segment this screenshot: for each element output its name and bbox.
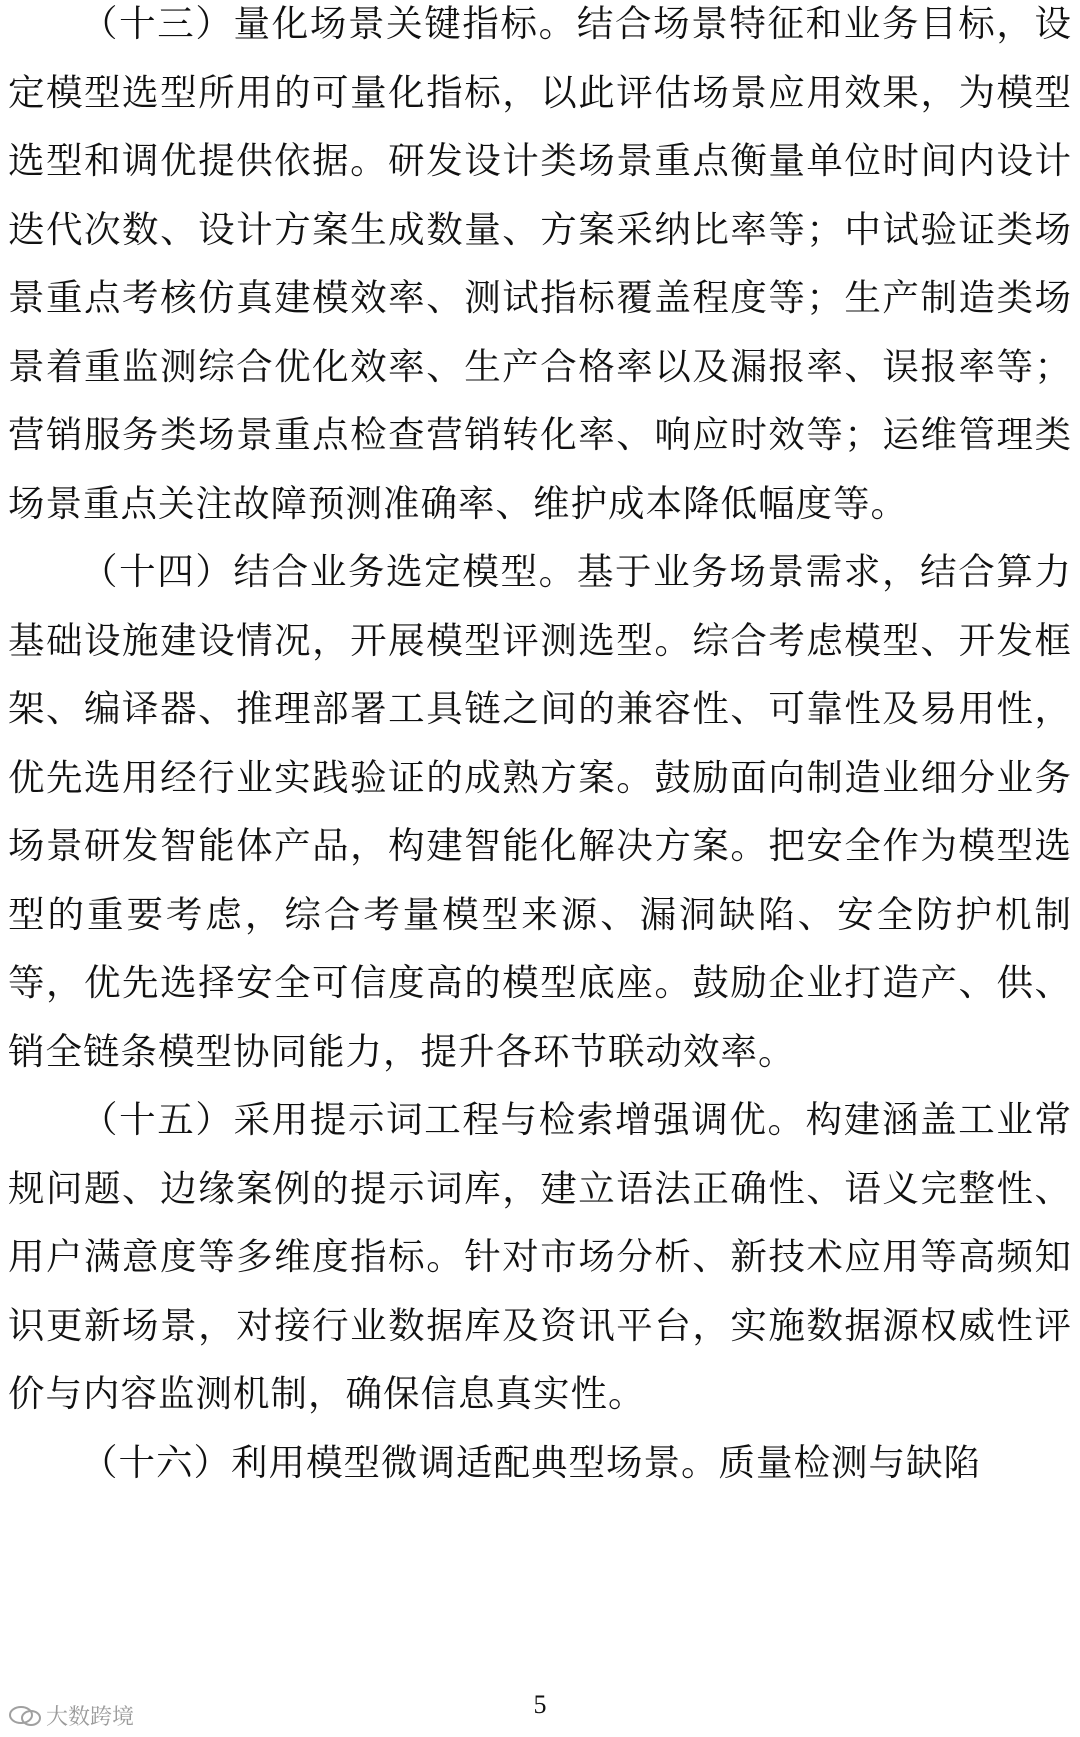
section-14-body: 基于业务场景需求，结合算力基础设施建设情况，开展模型评测选型。综合考虑模型、开发框架、编译器、推理部署工具链之间的兼容性、可靠性及易用性，优先选用经行业实践验证的成熟方案。鼓励面向制造业细分业务场景研发智能体产品，构建智能化解决方案。把安全作为模型选型的重要考虑，综合考量模型来源、漏洞缺陷、安全防护机制等，优先选择安全可信度高的模型底座。鼓励企业打造产、供、销全链条模型协同能力，提升各环节联动效率。 <box>8 550 1073 1073</box>
section-14 <box>8 538 1072 1086</box>
section-15-body: 构建涵盖工业常规问题、边缘案例的提示词库，建立语法正确性、语义完整性、用户满意度等多维度指标。针对市场分析、新技术应用等高频知识更新场景，对接行业数据库及资讯平台，实施数据源权威性评价与内容监测机制，确保信息真实性。 <box>8 1098 1073 1415</box>
document-page <box>8 0 1072 1497</box>
section-16 <box>8 1429 1072 1498</box>
section-13-heading: （十三）量化场景关键指标。 <box>81 2 577 45</box>
section-16-body: 质量检测与缺陷 <box>718 1440 981 1484</box>
section-13 <box>8 0 1072 538</box>
section-15 <box>8 1086 1072 1429</box>
section-14-heading: （十四）结合业务选定模型。 <box>81 550 577 593</box>
section-15-heading: （十五）采用提示词工程与检索增强调优。 <box>81 1098 806 1141</box>
section-16-heading: （十六）利用模型微调适配典型场景。 <box>81 1440 719 1484</box>
section-13-body: 结合场景特征和业务目标，设定模型选型所用的可量化指标，以此评估场景应用效果，为模型选型和调优提供依据。研发设计类场景重点衡量单位时间内设计迭代次数、设计方案生成数量、方案采纳比率等；中试验证类场景重点考核仿真建模效率、测试指标覆盖程度等；生产制造类场景着重监测综合优化效率、生产合格率以及漏报率、误报率等；营销服务类场景重点检查营销转化率、响应时效等；运维管理类场景重点关注故障预测准确率、维护成本降低幅度等。 <box>8 2 1073 525</box>
watermark-text: 大数跨境 <box>46 1705 135 1730</box>
page-number: 5 <box>533 1690 547 1719</box>
